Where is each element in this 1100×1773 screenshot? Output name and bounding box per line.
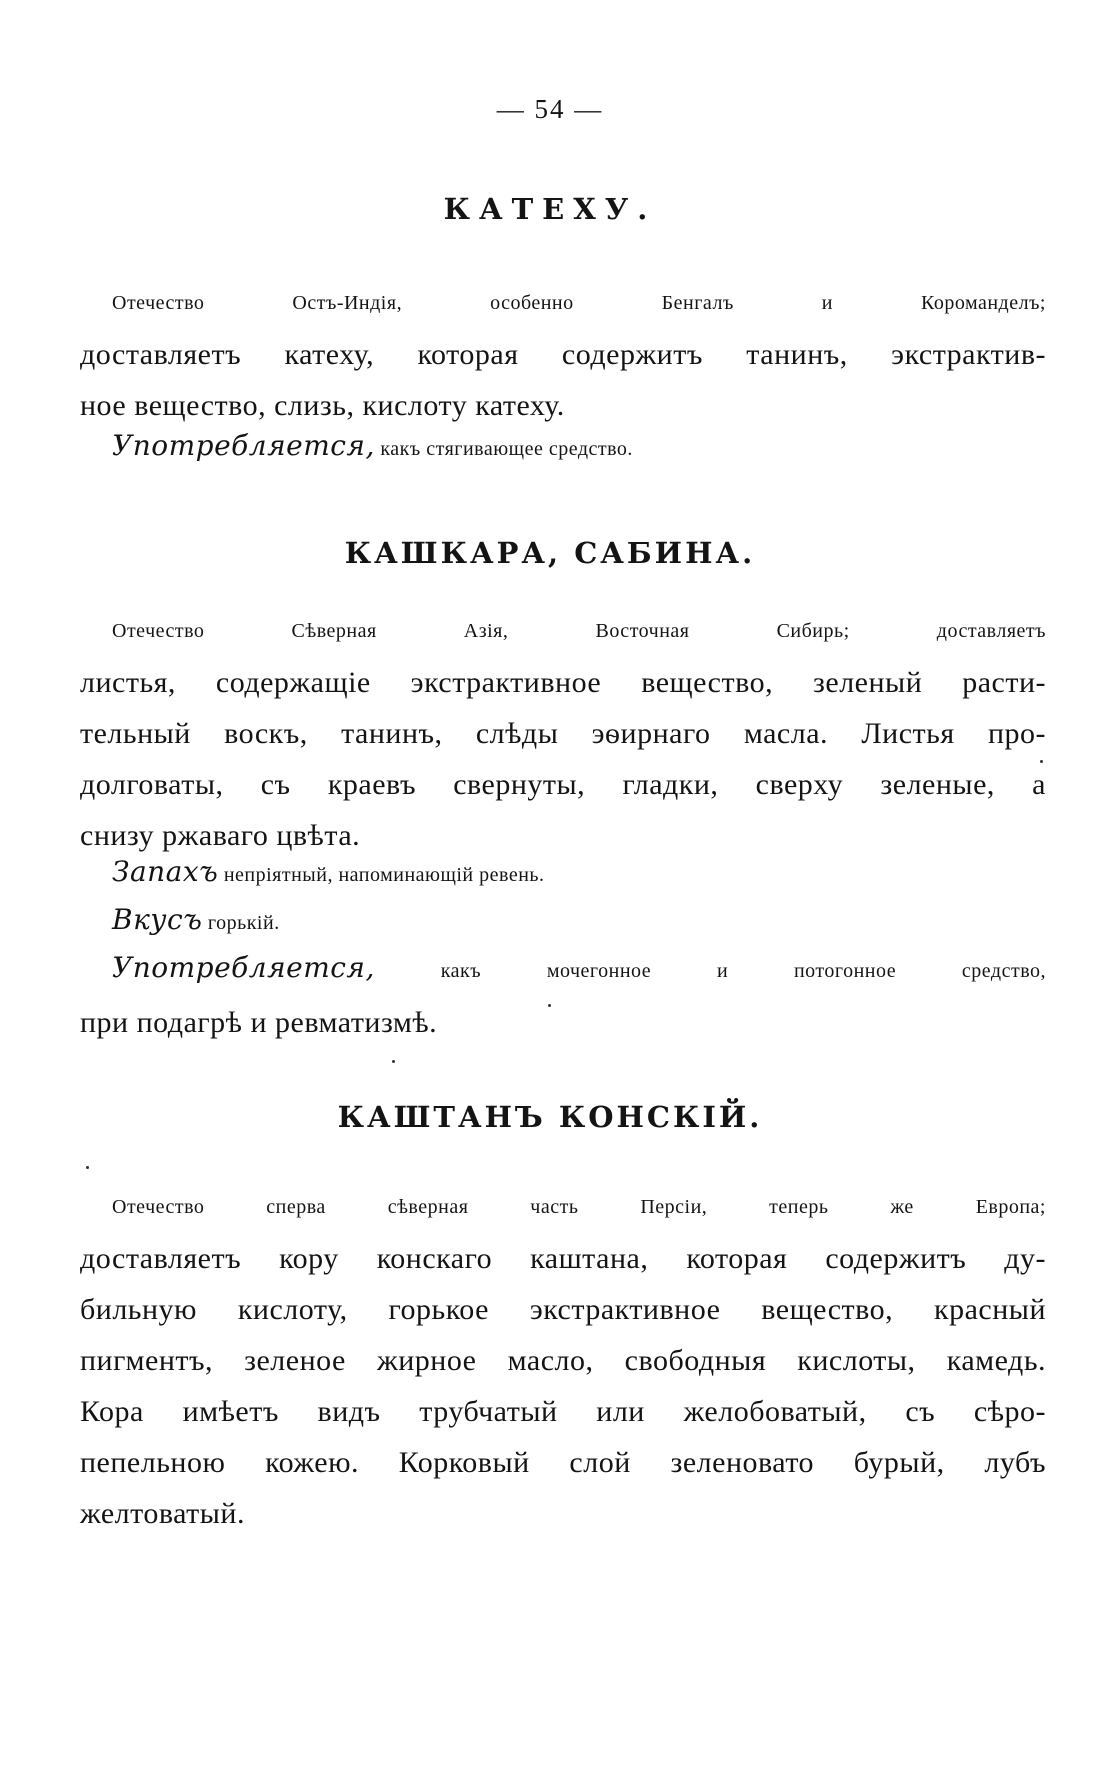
section-title-kashkara: КАШКАРА, САБИНА. [344, 536, 756, 570]
page-number: — 54 — [496, 94, 604, 124]
scan-speck [392, 1060, 395, 1063]
lead-text: какъ стягивающее средство. [380, 438, 633, 460]
text-line: доставляетъ кору конскаго каштана, которая содержитъ ду- [80, 1242, 1046, 1275]
text-line: бильную кислоту, горькое экстрактивное вещество, красный [80, 1293, 1046, 1326]
text-line: снизу ржаваго цвѣта. [80, 819, 361, 852]
lead-word: Употребляется, [112, 429, 375, 462]
scan-speck [1040, 760, 1043, 763]
lead-word: Употребляется, [112, 951, 375, 984]
text-line: долговаты, съ краевъ свернуты, гладки, сверху зеленые, а [80, 768, 1046, 801]
paragraph-kashkara-origin [80, 606, 1046, 861]
text-line [80, 942, 1046, 997]
paragraph-catechu-use [80, 420, 1046, 475]
section-title-catechu: КАТЕХУ. [443, 192, 657, 226]
text-line: доставляетъ катеху, которая содержитъ танинъ, экстрактив- [80, 338, 1046, 371]
text-line [80, 894, 1046, 949]
paragraph-catechu-origin [80, 278, 1046, 431]
text-line: пепельною кожею. Корковый слой зеленовато бурый, лубъ [80, 1446, 1046, 1479]
text-line: Кора имѣетъ видъ трубчатый или желобоватый, съ сѣро- [80, 1395, 1046, 1428]
text-line [80, 420, 1046, 475]
paragraph-kashkara-taste [80, 894, 1046, 949]
text-line [80, 846, 1046, 901]
text-line: Отечество Сѣверная Азія, Восточная Сибирь; доставляетъ [112, 620, 1046, 642]
paragraph-horse-chestnut-origin [80, 1182, 1046, 1539]
lead-text: горькій. [207, 912, 280, 934]
text-line: листья, содержащіе экстрактивное вещество, зеленый расти- [80, 666, 1046, 699]
lead-word: Запахъ [112, 855, 219, 888]
text-line: желтоватый. [80, 1497, 245, 1530]
paragraph-kashkara-use [80, 942, 1046, 1048]
text-line: Отечество Остъ-Индія, особенно Бенгалъ и Короманделъ; [112, 292, 1046, 314]
lead-text: непріятный, напоминающій ревень. [223, 864, 545, 886]
section-title-horse-chestnut: КАШТАНЪ КОНСКІЙ. [337, 1100, 763, 1134]
text-line: Отечество сперва сѣверная часть Персіи, теперь же Европа; [112, 1196, 1046, 1218]
lead-word: Вкусъ [112, 903, 203, 936]
lead-text: какъ мочегонное и потогонное средство, [440, 960, 1046, 982]
text-line: ное вещество, слизь, кислоту катеху. [80, 389, 565, 422]
scan-speck [548, 1004, 551, 1007]
paragraph-kashkara-smell [80, 846, 1046, 901]
text-line: пигментъ, зеленое жирное масло, свободныя кислоты, камедь. [80, 1344, 1046, 1377]
text-line: тельный воскъ, танинъ, слѣды эѳирнаго масла. Листья про- [80, 717, 1046, 750]
text-line: при подагрѣ и ревматизмѣ. [80, 1006, 438, 1039]
scan-speck [86, 1166, 89, 1169]
